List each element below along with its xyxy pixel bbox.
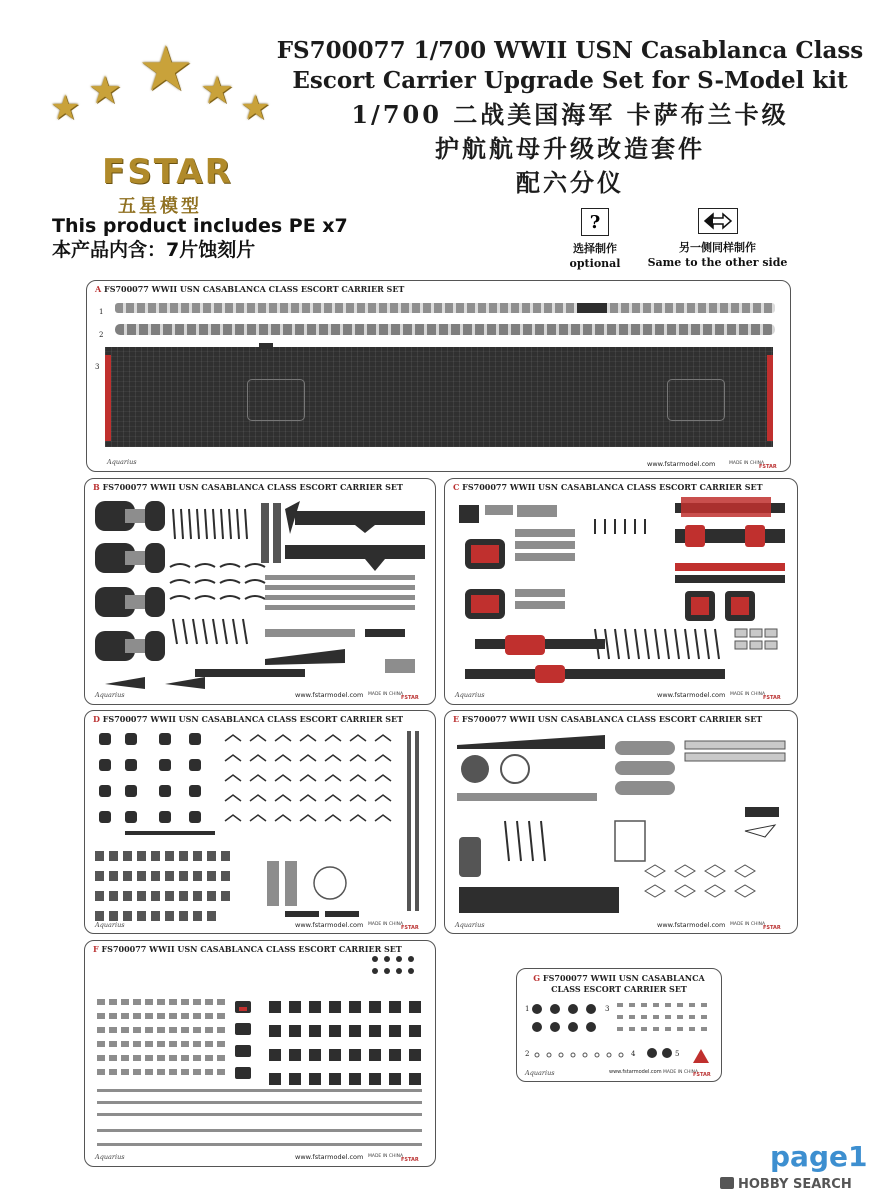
pe-part-block	[577, 303, 607, 313]
sheet-b-letter: B	[93, 482, 100, 492]
pe-sheet-a	[86, 280, 791, 472]
pe-sheet-f	[84, 940, 436, 1167]
legend-same-side-cn: 另一侧同样制作	[679, 241, 756, 254]
pe-part-elevator	[667, 379, 725, 421]
signature: Aquarius	[455, 921, 485, 929]
star-icon: ★	[200, 68, 235, 112]
logo-brand-text: FSTAR	[102, 152, 233, 192]
fstar-logo	[40, 32, 290, 217]
signature: Aquarius	[95, 921, 125, 929]
signature: Aquarius	[95, 1153, 125, 1161]
star-icon: ★	[240, 88, 271, 128]
star-icon: ★	[50, 88, 81, 128]
pe-part-island-notch	[259, 343, 273, 349]
part-number: 4	[631, 1050, 636, 1058]
part-number: 1	[99, 308, 104, 316]
star-icon: ★	[88, 68, 123, 112]
hobby-search-logo-icon	[720, 1177, 734, 1189]
part-number: 5	[675, 1050, 680, 1058]
title-cn-line1: 1/700 二战美国海军 卡萨布兰卡级	[351, 100, 789, 129]
pe-sheet-g	[516, 968, 722, 1082]
website-url: www.fstarmodel.com	[295, 921, 364, 929]
website-url: www.fstarmodel.com	[295, 1153, 364, 1161]
title-cn-line2: 护航航母升级改造套件	[435, 134, 705, 163]
sheet-f-parts	[85, 941, 435, 1166]
sheet-b-title-text: FS700077 WWII USN CASABLANCA CLASS ESCORT CARRIER SET	[102, 482, 403, 492]
part-number: 2	[525, 1050, 530, 1058]
sheet-g-letter: G	[533, 973, 541, 983]
question-box-icon	[581, 208, 609, 236]
pe-sheet-b	[84, 478, 436, 705]
part-number: 1	[525, 1005, 530, 1013]
made-in-china: MADE IN CHINA	[663, 1070, 699, 1075]
hobby-search-watermark	[720, 1177, 852, 1192]
pe-part-deck-edge-red	[767, 355, 773, 441]
title-block	[270, 36, 870, 200]
sheet-c-title-text: FS700077 WWII USN CASABLANCA CLASS ESCORT CARRIER SET	[462, 482, 763, 492]
sheet-brand: FSTAR	[401, 695, 419, 701]
sheet-c-letter: C	[453, 482, 460, 492]
question-symbol: ?	[589, 211, 601, 233]
title-en-line1: FS700077 1/700 WWII USN Casablanca Class	[276, 37, 864, 64]
sheet-g-parts	[517, 969, 721, 1081]
logo-brand-cn: 五星模型	[118, 196, 202, 217]
title-cn-line3: 配六分仪	[516, 168, 624, 197]
sheet-c-parts	[445, 479, 797, 704]
sheet-a-title	[95, 284, 404, 294]
star-icon: ★	[138, 32, 194, 105]
part-number: 3	[605, 1005, 610, 1013]
website-url: www.fstarmodel.com	[295, 691, 364, 699]
legend-optional-en: optional	[569, 257, 621, 270]
signature: Aquarius	[525, 1069, 555, 1077]
pe-part-deck-edge-red	[105, 355, 111, 441]
sheet-g-title-l1: FS700077 WWII USN CASABLANCA	[542, 973, 705, 983]
made-in-china: MADE IN CHINA	[368, 692, 404, 697]
sheet-f-title-text: FS700077 WWII USN CASABLANCA CLASS ESCORT CARRIER SET	[101, 944, 402, 954]
legend-optional	[555, 208, 635, 271]
includes-block	[52, 214, 348, 262]
signature: Aquarius	[107, 458, 137, 466]
made-in-china: MADE IN CHINA	[368, 1154, 404, 1159]
pe-part-catwalk-strip	[115, 324, 775, 335]
sheet-e-parts	[445, 711, 797, 933]
sheet-d-letter: D	[93, 714, 100, 724]
sheet-d-title-text: FS700077 WWII USN CASABLANCA CLASS ESCORT CARRIER SET	[102, 714, 404, 724]
sheet-d-parts	[85, 711, 435, 933]
title-en-line2: Escort Carrier Upgrade Set for S-Model kit	[292, 67, 848, 94]
pe-sheet-d	[84, 710, 436, 934]
sheet-g-title-l2: CLASS ESCORT CARRIER SET	[551, 984, 687, 994]
sheet-brand: FSTAR	[759, 464, 777, 470]
website-url: www.fstarmodel.com	[609, 1069, 662, 1075]
sheet-e-title-text: FS700077 WWII USN CASABLANCA CLASS ESCORT CARRIER SET	[461, 714, 763, 724]
sheet-a-title-text: FS700077 WWII USN CASABLANCA CLASS ESCORT CARRIER SET	[104, 284, 405, 294]
pe-part-elevator	[247, 379, 305, 421]
pe-sheet-c	[444, 478, 798, 705]
pe-part-gallery-strip	[115, 303, 775, 313]
made-in-china: MADE IN CHINA	[368, 922, 404, 927]
signature: Aquarius	[95, 691, 125, 699]
website-url: www.fstarmodel.com	[647, 460, 716, 468]
part-number: 3	[95, 363, 100, 371]
legend-same-side	[640, 208, 795, 270]
double-arrow-icon	[698, 208, 738, 234]
sheet-b-parts	[85, 479, 435, 704]
page-number: page1	[770, 1140, 868, 1173]
sheet-a-letter: A	[95, 284, 102, 294]
made-in-china: MADE IN CHINA	[730, 922, 766, 927]
sheet-brand: FSTAR	[401, 1157, 419, 1163]
pe-sheet-e	[444, 710, 798, 934]
legend-same-side-en: Same to the other side	[647, 256, 788, 269]
sheet-brand: FSTAR	[763, 925, 781, 931]
legend-optional-cn: 选择制作	[573, 242, 617, 255]
watermark-text: HOBBY SEARCH	[738, 1177, 852, 1192]
includes-en: This product includes PE x7	[52, 215, 348, 237]
sheet-brand: FSTAR	[693, 1072, 711, 1078]
sheet-brand: FSTAR	[763, 695, 781, 701]
website-url: www.fstarmodel.com	[657, 921, 726, 929]
sheet-brand: FSTAR	[401, 925, 419, 931]
signature: Aquarius	[455, 691, 485, 699]
sheet-e-letter: E	[453, 714, 460, 724]
part-number: 2	[99, 331, 104, 339]
made-in-china: MADE IN CHINA	[729, 461, 765, 466]
includes-cn: 本产品内含：7片蚀刻片	[52, 239, 256, 261]
made-in-china: MADE IN CHINA	[730, 692, 766, 697]
sheet-f-letter: F	[93, 944, 99, 954]
website-url: www.fstarmodel.com	[657, 691, 726, 699]
